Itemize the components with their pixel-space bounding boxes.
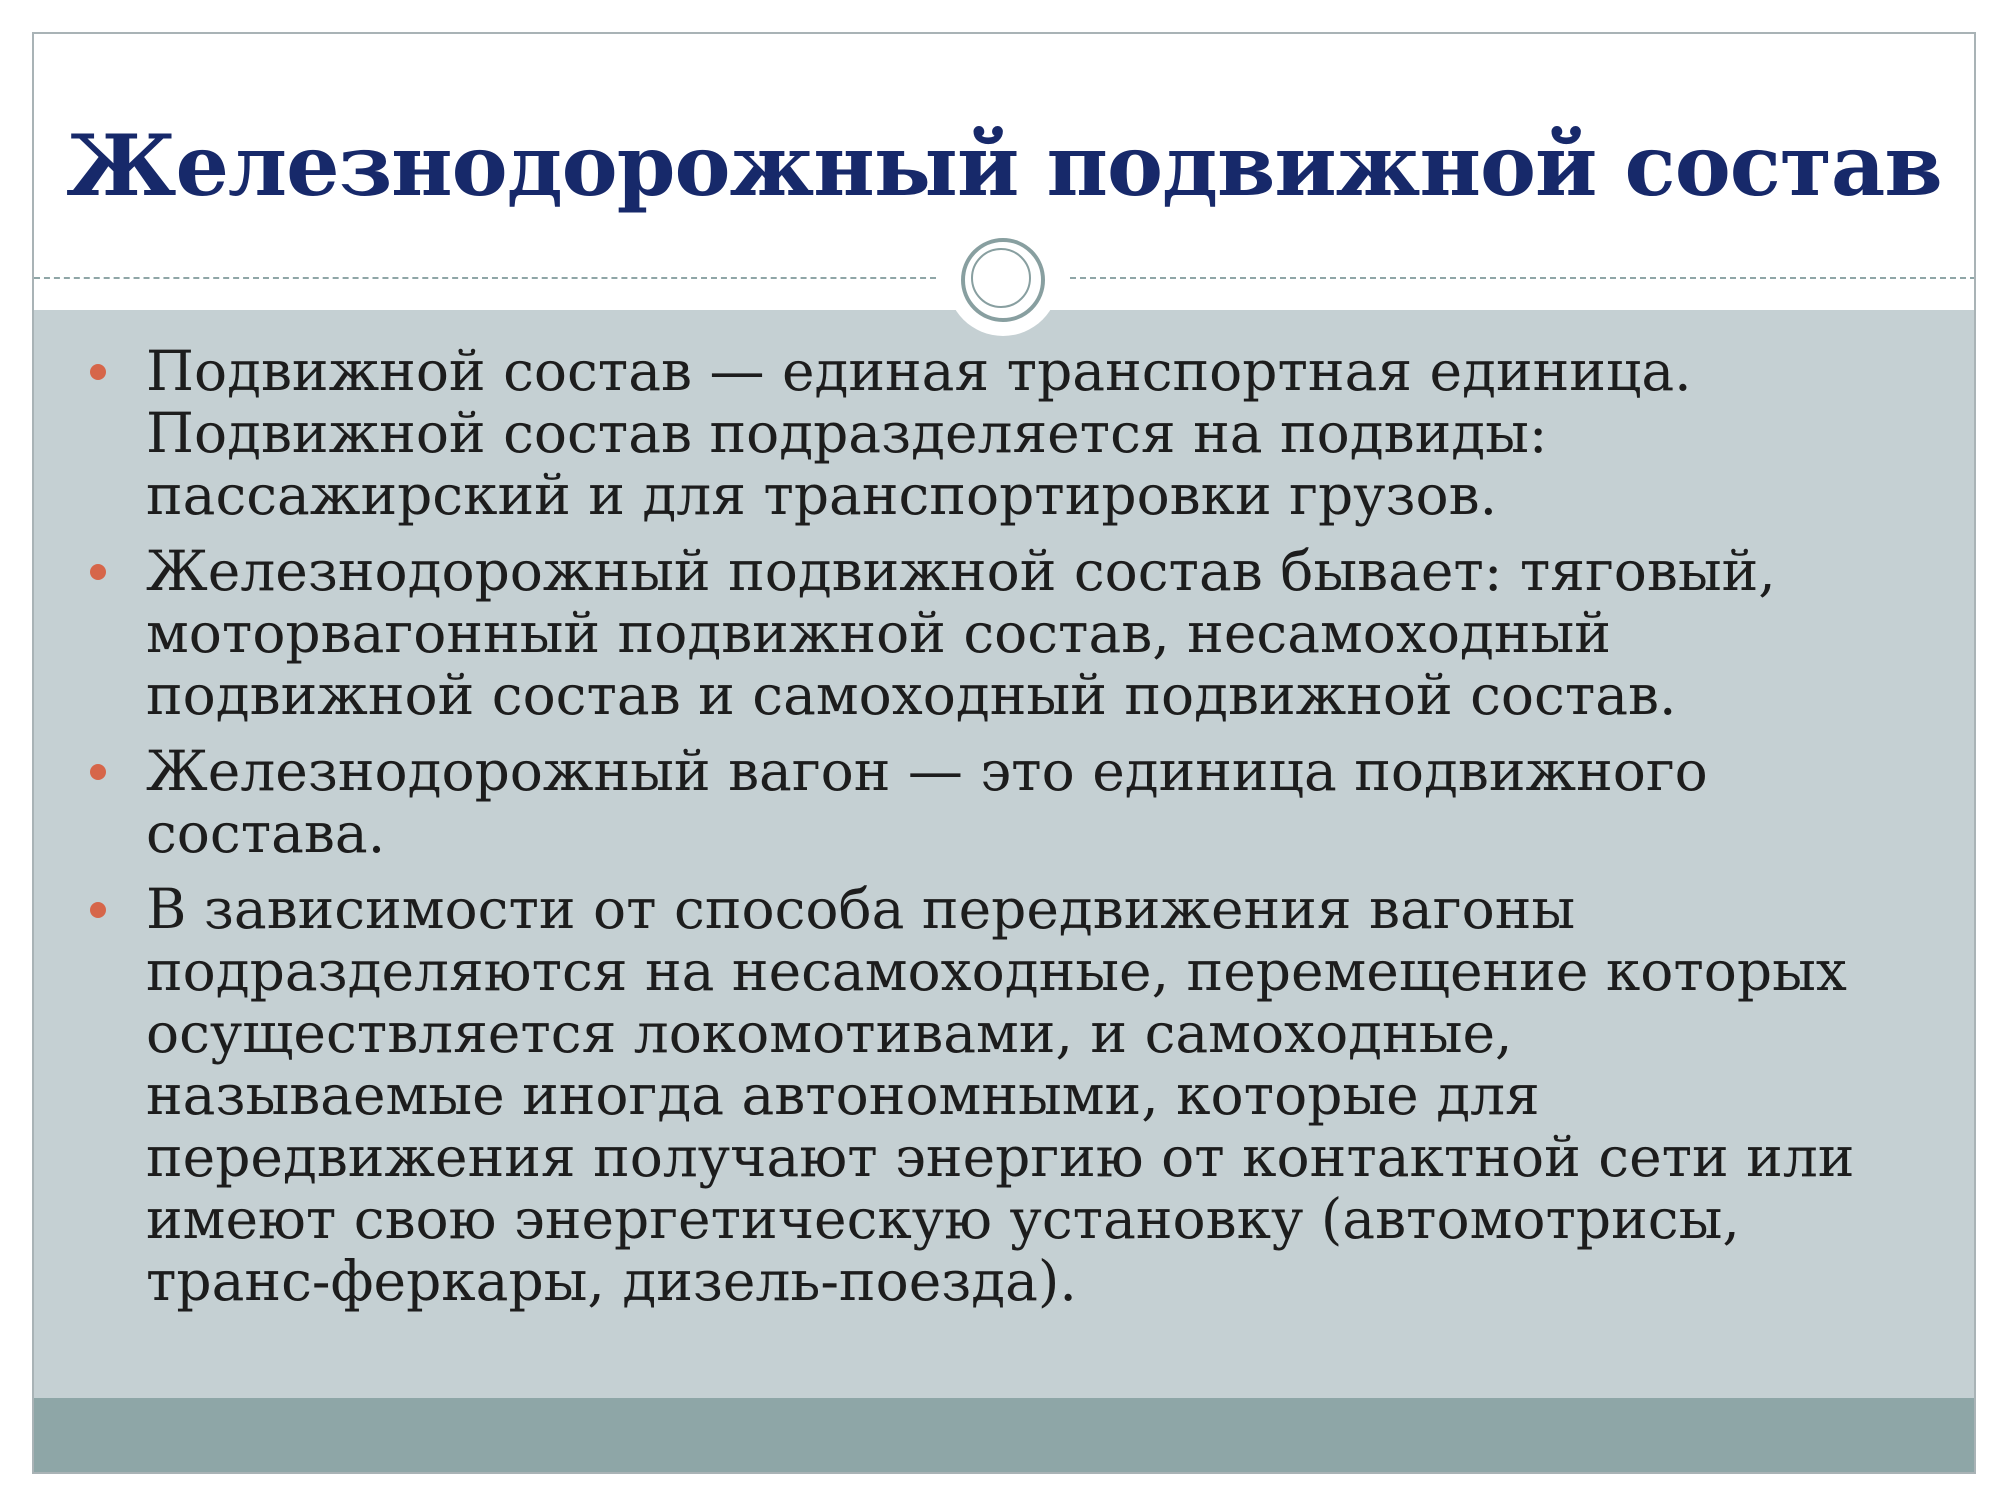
- title-divider-right: [1070, 277, 1976, 279]
- slide: [32, 32, 1976, 1474]
- ornament-ring: [961, 238, 1045, 322]
- bullet-line: подвижной состав и самоходный подвижной состав.: [146, 663, 1677, 727]
- bullet-line: пассажирский и для транспортировки грузов.: [146, 463, 1498, 527]
- bullet-line: Железнодорожный вагон — это единица подвижного: [146, 739, 1708, 803]
- bullet-line: называемые иногда автономными, которые для: [146, 1063, 1540, 1127]
- bullet-line: имеют свою энергетическую установку (автомотрисы,: [146, 1187, 1740, 1251]
- slide-title: Железнодорожный подвижной состав: [66, 116, 1942, 215]
- bullet-item: [34, 540, 1974, 726]
- footer-band: [34, 1398, 1974, 1474]
- double-ring-icon: [947, 224, 1059, 336]
- bullet-item: [34, 878, 1974, 1312]
- bullet-line: Подвижной состав — единая транспортная единица.: [146, 339, 1692, 403]
- bullet-line: В зависимости от способа передвижения вагоны: [146, 877, 1576, 941]
- bullet-line: транс-феркары, дизель-поезда).: [146, 1249, 1077, 1313]
- bullet-line: состава.: [146, 801, 386, 865]
- bullet-line: передвижения получают энергию от контактной сети или: [146, 1125, 1855, 1189]
- bullet-dot-icon: [90, 764, 106, 780]
- title-divider-left: [34, 277, 936, 279]
- bullet-line: осуществляется локомотивами, и самоходные,: [146, 1001, 1513, 1065]
- bullet-dot-icon: [90, 364, 106, 380]
- bullet-item: [34, 740, 1974, 864]
- bullet-dot-icon: [90, 564, 106, 580]
- bullet-list: [34, 340, 1974, 1326]
- bullet-line: моторвагонный подвижной состав, несамоходный: [146, 601, 1611, 665]
- bullet-line: Подвижной состав подразделяется на подвиды:: [146, 401, 1548, 465]
- bullet-line: Железнодорожный подвижной состав бывает: тяговый,: [146, 539, 1776, 603]
- ornament-inner-ring: [971, 248, 1031, 308]
- bullet-item: [34, 340, 1974, 526]
- bullet-line: подразделяются на несамоходные, перемещение которых: [146, 939, 1847, 1003]
- bullet-dot-icon: [90, 902, 106, 918]
